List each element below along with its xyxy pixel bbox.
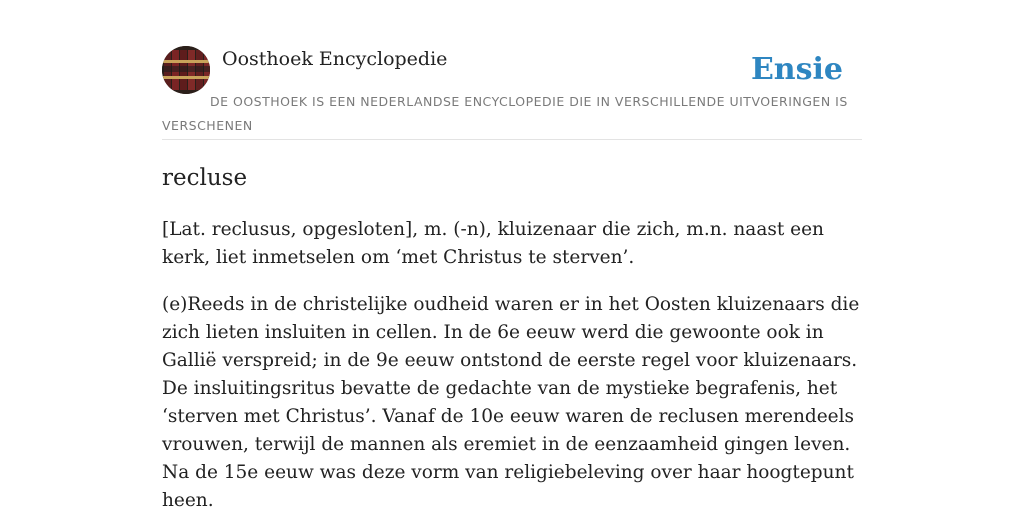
entry-description: (e)Reeds in de christelijke oudheid waren er in het Oosten kluizenaars die zich lieten insluiten in cellen. In de 6e eeuw werd die gewoonte ook in Gallië verspreid; in de 9e eeuw ontstond de eerste regel voor kluizenaars. De insluitingsritus bevatte de gedachte van de mystieke begrafenis, het ‘sterven met Christus’. Vanaf de 10e eeuw waren de reclusen merendeels vrouwen, terwijl de mannen als eremiet in de eenzaamheid gingen leven. Na de 15e eeuw was deze vorm van religiebeleving over haar hoogtepunt heen. bbox=[162, 294, 860, 511]
entry-term: recluse bbox=[162, 165, 248, 191]
entry-definition: [Lat. reclusus, opgesloten], m. (-n), kluizenaar die zich, m.n. naast een kerk, liet inmetselen om ‘met Christus te sterven’. bbox=[162, 219, 824, 268]
site-tagline: DE OOSTHOEK IS EEN NEDERLANDSE ENCYCLOPEDIE DIE IN VERSCHILLENDE UITVOERINGEN IS VERSCHENEN bbox=[162, 94, 848, 133]
site-header bbox=[162, 46, 862, 140]
encyclopedia-books-icon[interactable] bbox=[162, 46, 210, 94]
site-title[interactable]: Oosthoek Encyclopedie bbox=[222, 48, 448, 70]
entry-content bbox=[162, 160, 862, 512]
ensie-brand-link[interactable]: Ensie bbox=[750, 52, 843, 87]
